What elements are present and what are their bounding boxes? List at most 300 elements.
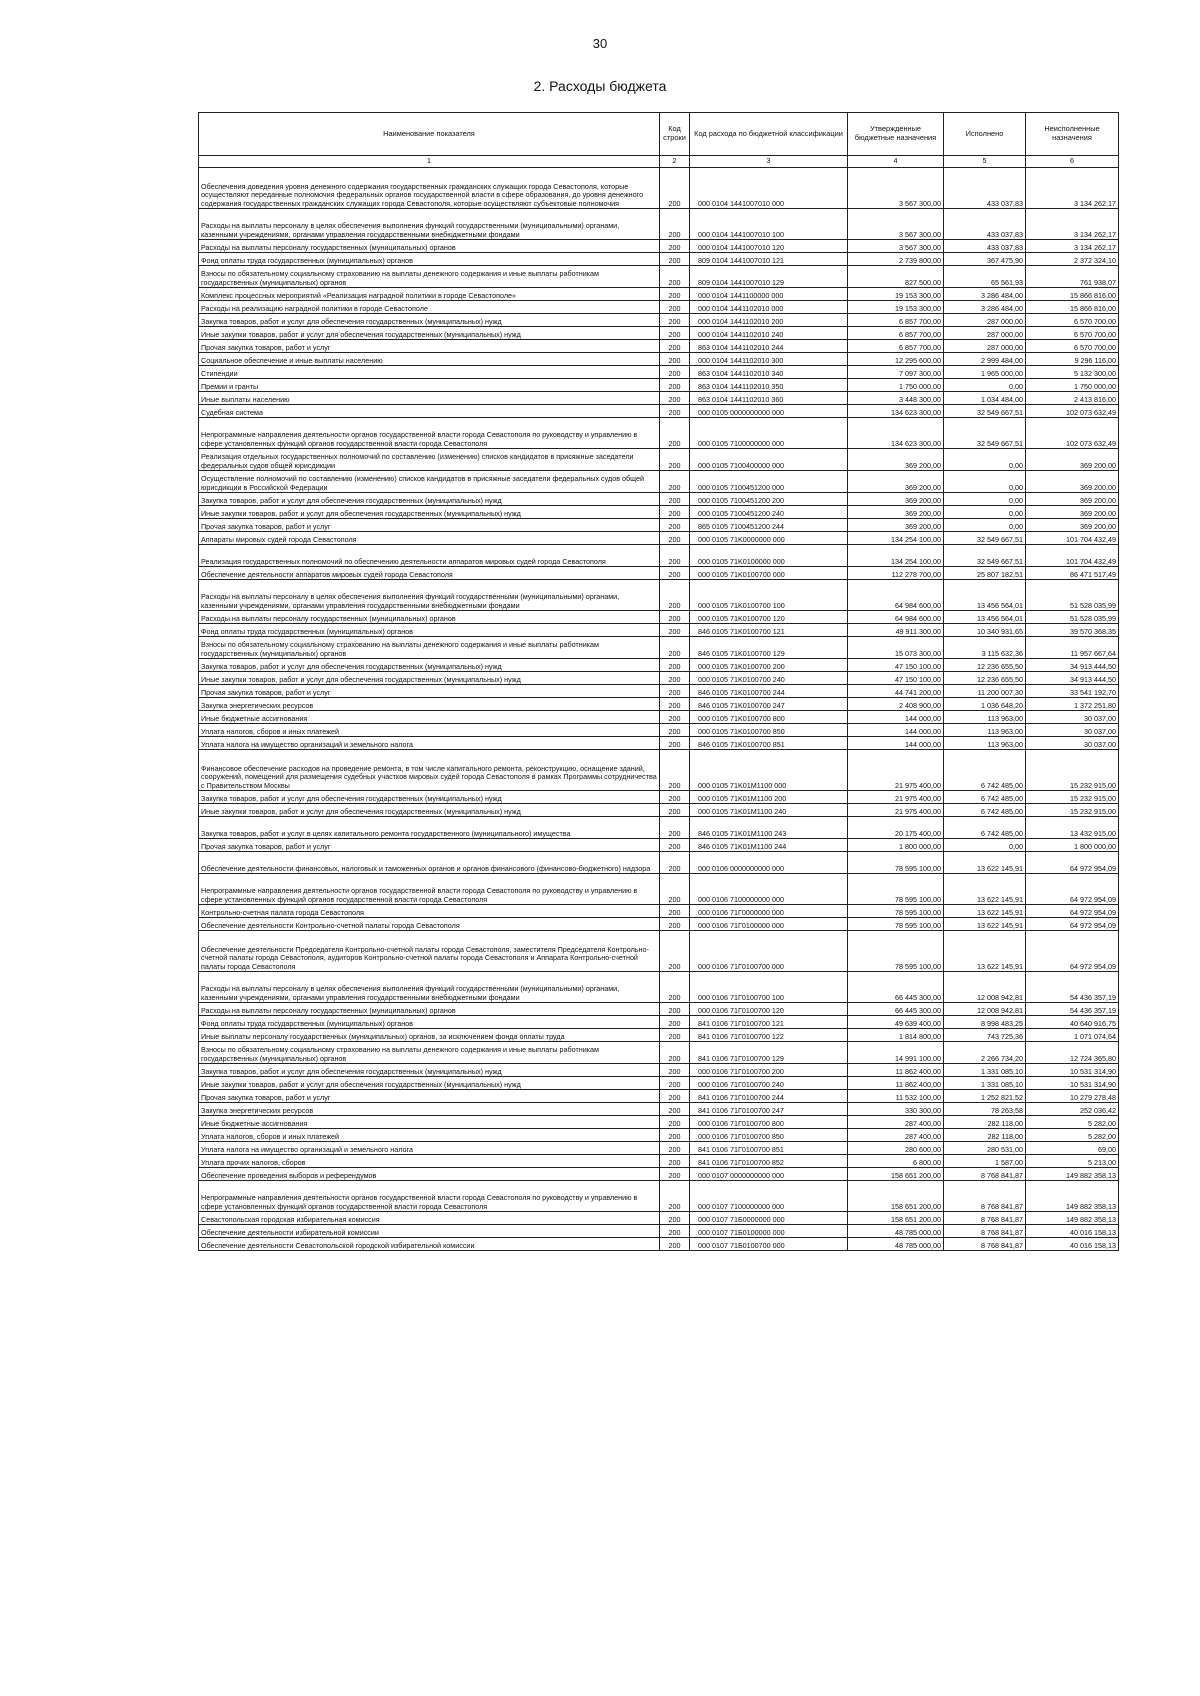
table-row [199, 852, 1119, 874]
table-row [199, 1064, 1119, 1077]
cell-indicator-name: Уплата налогов, сборов и иных платежей [199, 724, 660, 737]
cell-classification-code: 000 0104 1441102010 000 [690, 301, 848, 314]
cell-line-code: 200 [660, 405, 690, 418]
cell-approved: 287 400,00 [848, 1129, 944, 1142]
column-number: 5 [944, 156, 1026, 168]
table-body [199, 168, 1119, 1251]
header-line-code: Код строки [660, 113, 690, 156]
cell-unexecuted: 34 913 444,50 [1026, 672, 1119, 685]
cell-approved: 64 984 600,00 [848, 580, 944, 611]
table-row [199, 839, 1119, 852]
cell-classification-code: 809 0104 1441007010 121 [690, 253, 848, 266]
table-row [199, 209, 1119, 240]
cell-unexecuted: 1 372 251,80 [1026, 698, 1119, 711]
cell-unexecuted: 34 913 444,50 [1026, 659, 1119, 672]
cell-classification-code: 000 0107 0000000000 000 [690, 1168, 848, 1181]
table-row [199, 1042, 1119, 1064]
table-row [199, 1077, 1119, 1090]
cell-line-code: 200 [660, 874, 690, 905]
cell-unexecuted: 2 372 324,10 [1026, 253, 1119, 266]
cell-executed: 6 742 485,00 [944, 750, 1026, 791]
cell-line-code: 200 [660, 817, 690, 839]
cell-indicator-name: Расходы на реализацию наградной политики в городе Севастополе [199, 301, 660, 314]
cell-executed: 6 742 485,00 [944, 817, 1026, 839]
column-number: 2 [660, 156, 690, 168]
cell-indicator-name: Закупка товаров, работ и услуг для обеспечения государственных (муниципальных) нужд [199, 791, 660, 804]
cell-executed: 433 037,83 [944, 209, 1026, 240]
cell-line-code: 200 [660, 519, 690, 532]
cell-indicator-name: Закупка энергетических ресурсов [199, 698, 660, 711]
cell-approved: 49 639 400,00 [848, 1016, 944, 1029]
cell-line-code: 200 [660, 314, 690, 327]
cell-indicator-name: Прочая закупка товаров, работ и услуг [199, 685, 660, 698]
cell-classification-code: 000 0105 71K0100700 120 [690, 611, 848, 624]
cell-approved: 78 595 100,00 [848, 918, 944, 931]
cell-line-code: 200 [660, 724, 690, 737]
cell-classification-code: 000 0106 71Г0100700 850 [690, 1129, 848, 1142]
cell-unexecuted: 86 471 517,49 [1026, 567, 1119, 580]
cell-line-code: 200 [660, 737, 690, 750]
cell-unexecuted: 64 972 954,09 [1026, 931, 1119, 972]
cell-classification-code: 000 0105 71K0100000 000 [690, 545, 848, 567]
cell-indicator-name: Обеспечение деятельности финансовых, налоговых и таможенных органов и органов финансового (финансово-бюджетного) надзора [199, 852, 660, 874]
cell-approved: 11 862 400,00 [848, 1077, 944, 1090]
cell-executed: 113 963,00 [944, 711, 1026, 724]
cell-line-code: 200 [660, 685, 690, 698]
cell-unexecuted: 64 972 954,09 [1026, 874, 1119, 905]
column-number: 3 [690, 156, 848, 168]
cell-indicator-name: Обеспечение деятельности избирательной комиссии [199, 1225, 660, 1238]
cell-line-code: 200 [660, 905, 690, 918]
cell-line-code: 200 [660, 791, 690, 804]
cell-unexecuted: 102 073 632,49 [1026, 405, 1119, 418]
cell-classification-code: 000 0107 71Б0000000 000 [690, 1212, 848, 1225]
cell-classification-code: 000 0105 71K0100700 240 [690, 672, 848, 685]
cell-approved: 330 300,00 [848, 1103, 944, 1116]
cell-executed: 13 622 145,91 [944, 874, 1026, 905]
cell-classification-code: 000 0104 1441100000 000 [690, 288, 848, 301]
cell-classification-code: 000 0107 71Б0100000 000 [690, 1225, 848, 1238]
cell-executed: 3 115 632,36 [944, 637, 1026, 659]
cell-line-code: 200 [660, 580, 690, 611]
cell-unexecuted: 64 972 954,09 [1026, 852, 1119, 874]
cell-approved: 3 567 300,00 [848, 209, 944, 240]
cell-indicator-name: Взносы по обязательному социальному страхованию на выплаты денежного содержания и иные выплаты работникам государственных (муниципальных) органов [199, 1042, 660, 1064]
cell-executed: 287 000,00 [944, 314, 1026, 327]
table-row [199, 637, 1119, 659]
cell-unexecuted: 101 704 432,49 [1026, 532, 1119, 545]
cell-approved: 3 567 300,00 [848, 168, 944, 209]
table-row [199, 685, 1119, 698]
cell-executed: 8 768 841,87 [944, 1238, 1026, 1251]
cell-unexecuted: 9 296 116,00 [1026, 353, 1119, 366]
cell-line-code: 200 [660, 672, 690, 685]
cell-executed: 0,00 [944, 506, 1026, 519]
cell-indicator-name: Финансовое обеспечение расходов на проведение ремонта, в том числе капитального ремонта, реконструкцию, оснащение зданий, сооружений, помещений для размещения судебных участков мировых судей города Севастополя в рамках Программы сотрудничества с Правительством Москвы [199, 750, 660, 791]
cell-unexecuted: 10 279 278,48 [1026, 1090, 1119, 1103]
cell-indicator-name: Реализация государственных полномочий по обеспечению деятельности аппаратов мировых судей города Севастополя [199, 545, 660, 567]
cell-indicator-name: Комплекс процессных мероприятий «Реализация наградной политики в городе Севастополе» [199, 288, 660, 301]
cell-indicator-name: Взносы по обязательному социальному страхованию на выплаты денежного содержания и иные выплаты работникам государственных (муниципальных) органов [199, 637, 660, 659]
cell-line-code: 200 [660, 168, 690, 209]
table-row [199, 1155, 1119, 1168]
cell-approved: 47 150 100,00 [848, 672, 944, 685]
cell-approved: 66 445 300,00 [848, 1003, 944, 1016]
cell-approved: 369 200,00 [848, 506, 944, 519]
header-executed: Исполнено [944, 113, 1026, 156]
cell-approved: 6 800,00 [848, 1155, 944, 1168]
cell-unexecuted: 13 432 915,00 [1026, 817, 1119, 839]
table-row [199, 288, 1119, 301]
cell-indicator-name: Уплата налога на имущество организаций и земельного налога [199, 1142, 660, 1155]
cell-unexecuted: 39 570 368,35 [1026, 624, 1119, 637]
cell-classification-code: 000 0107 71Б0100700 000 [690, 1238, 848, 1251]
cell-unexecuted: 10 531 314,90 [1026, 1077, 1119, 1090]
cell-unexecuted: 15 232 915,00 [1026, 791, 1119, 804]
cell-executed: 32 549 667,51 [944, 418, 1026, 449]
cell-executed: 743 725,36 [944, 1029, 1026, 1042]
cell-indicator-name: Закупка товаров, работ и услуг для обеспечения государственных (муниципальных) нужд [199, 314, 660, 327]
table-row [199, 314, 1119, 327]
table-row [199, 1090, 1119, 1103]
cell-approved: 12 295 600,00 [848, 353, 944, 366]
cell-line-code: 200 [660, 266, 690, 288]
cell-indicator-name: Расходы на выплаты персоналу государственных (муниципальных) органов [199, 611, 660, 624]
table-row [199, 1225, 1119, 1238]
cell-approved: 144 000,00 [848, 711, 944, 724]
cell-executed: 8 768 841,87 [944, 1225, 1026, 1238]
cell-indicator-name: Обеспечение проведения выборов и референдумов [199, 1168, 660, 1181]
table-row [199, 405, 1119, 418]
cell-approved: 64 984 600,00 [848, 611, 944, 624]
cell-unexecuted: 102 073 632,49 [1026, 418, 1119, 449]
cell-indicator-name: Прочая закупка товаров, работ и услуг [199, 1090, 660, 1103]
cell-indicator-name: Фонд оплаты труда государственных (муниципальных) органов [199, 253, 660, 266]
cell-classification-code: 841 0106 71Г0100700 121 [690, 1016, 848, 1029]
table-row [199, 1029, 1119, 1042]
header-approved: Утвержденные бюджетные назначения [848, 113, 944, 156]
cell-executed: 13 622 145,91 [944, 931, 1026, 972]
table-row [199, 379, 1119, 392]
cell-indicator-name: Севастопольская городская избирательная комиссия [199, 1212, 660, 1225]
cell-classification-code: 000 0107 7100000000 000 [690, 1181, 848, 1212]
cell-executed: 3 286 484,00 [944, 288, 1026, 301]
cell-line-code: 200 [660, 711, 690, 724]
cell-executed: 13 622 145,91 [944, 905, 1026, 918]
cell-line-code: 200 [660, 288, 690, 301]
cell-executed: 32 549 667,51 [944, 532, 1026, 545]
cell-approved: 21 975 400,00 [848, 791, 944, 804]
cell-approved: 6 857 700,00 [848, 340, 944, 353]
cell-classification-code: 809 0104 1441007010 129 [690, 266, 848, 288]
cell-executed: 12 008 942,81 [944, 972, 1026, 1003]
cell-indicator-name: Социальное обеспечение и иные выплаты населению [199, 353, 660, 366]
cell-line-code: 200 [660, 852, 690, 874]
cell-executed: 0,00 [944, 471, 1026, 493]
table-row [199, 624, 1119, 637]
cell-executed: 10 340 931,65 [944, 624, 1026, 637]
cell-line-code: 200 [660, 1155, 690, 1168]
cell-indicator-name: Непрограммные направления деятельности органов государственной власти города Севастополя по руководству и управлению в сфере установленных функций органов государственной власти города Севастополя [199, 874, 660, 905]
cell-classification-code: 000 0106 71Г0100700 000 [690, 931, 848, 972]
page-number: 30 [592, 36, 608, 51]
cell-indicator-name: Иные закупки товаров, работ и услуг для обеспечения государственных (муниципальных) нужд [199, 804, 660, 817]
cell-indicator-name: Обеспечение деятельности Севастопольской городской избирательной комиссии [199, 1238, 660, 1251]
cell-approved: 134 623 300,00 [848, 405, 944, 418]
cell-approved: 7 097 300,00 [848, 366, 944, 379]
cell-classification-code: 000 0106 71Г0100000 000 [690, 918, 848, 931]
cell-classification-code: 000 0106 71Г0100700 800 [690, 1116, 848, 1129]
cell-line-code: 200 [660, 301, 690, 314]
cell-line-code: 200 [660, 506, 690, 519]
cell-unexecuted: 54 436 357,19 [1026, 972, 1119, 1003]
cell-line-code: 200 [660, 804, 690, 817]
cell-unexecuted: 369 200,00 [1026, 471, 1119, 493]
cell-classification-code: 000 0105 71K0100700 800 [690, 711, 848, 724]
cell-approved: 21 975 400,00 [848, 750, 944, 791]
cell-indicator-name: Иные выплаты персоналу государственных (муниципальных) органов, за исключением фонда оплаты труда [199, 1029, 660, 1042]
cell-line-code: 200 [660, 624, 690, 637]
cell-approved: 369 200,00 [848, 449, 944, 471]
cell-indicator-name: Аппараты мировых судей города Севастополя [199, 532, 660, 545]
cell-indicator-name: Премии и гранты [199, 379, 660, 392]
cell-line-code: 200 [660, 449, 690, 471]
cell-line-code: 200 [660, 1103, 690, 1116]
cell-indicator-name: Закупка товаров, работ и услуг для обеспечения государственных (муниципальных) нужд [199, 659, 660, 672]
cell-indicator-name: Осуществление полномочий по составлению (изменению) списков кандидатов в присяжные заседатели федеральных судов общей юрисдикции в Российской Федерации [199, 471, 660, 493]
cell-approved: 134 254 100,00 [848, 545, 944, 567]
cell-approved: 15 073 300,00 [848, 637, 944, 659]
cell-executed: 0,00 [944, 379, 1026, 392]
cell-executed: 113 963,00 [944, 724, 1026, 737]
table-row [199, 567, 1119, 580]
cell-indicator-name: Реализация отдельных государственных полномочий по составлению (изменению) списков кандидатов в присяжные заседатели федеральных судов общей юрисдикции [199, 449, 660, 471]
cell-unexecuted: 3 134 262,17 [1026, 240, 1119, 253]
cell-indicator-name: Контрольно-счетная палата города Севастополя [199, 905, 660, 918]
cell-classification-code: 000 0105 71K0100700 850 [690, 724, 848, 737]
cell-unexecuted: 15 866 816,00 [1026, 301, 1119, 314]
cell-classification-code: 841 0106 71Г0100700 129 [690, 1042, 848, 1064]
cell-approved: 47 150 100,00 [848, 659, 944, 672]
cell-executed: 12 236 655,50 [944, 659, 1026, 672]
cell-approved: 287 400,00 [848, 1116, 944, 1129]
cell-executed: 32 549 667,51 [944, 405, 1026, 418]
cell-line-code: 200 [660, 1116, 690, 1129]
cell-approved: 78 595 100,00 [848, 931, 944, 972]
cell-approved: 6 857 700,00 [848, 314, 944, 327]
cell-executed: 1 036 648,20 [944, 698, 1026, 711]
header-classification-code: Код расхода по бюджетной классификации [690, 113, 848, 156]
cell-unexecuted: 40 016 158,13 [1026, 1238, 1119, 1251]
cell-classification-code: 846 0105 71K0100700 129 [690, 637, 848, 659]
cell-approved: 1 750 000,00 [848, 379, 944, 392]
cell-approved: 280 600,00 [848, 1142, 944, 1155]
cell-indicator-name: Закупка товаров, работ и услуг для обеспечения государственных (муниципальных) нужд [199, 493, 660, 506]
cell-approved: 369 200,00 [848, 519, 944, 532]
cell-executed: 1 331 085,10 [944, 1077, 1026, 1090]
table-row [199, 340, 1119, 353]
cell-unexecuted: 761 938,07 [1026, 266, 1119, 288]
table-row [199, 711, 1119, 724]
table-row [199, 874, 1119, 905]
cell-executed: 433 037,83 [944, 240, 1026, 253]
cell-executed: 0,00 [944, 449, 1026, 471]
cell-classification-code: 000 0104 1441102010 240 [690, 327, 848, 340]
cell-line-code: 200 [660, 1142, 690, 1155]
cell-line-code: 200 [660, 1129, 690, 1142]
table-row [199, 804, 1119, 817]
cell-unexecuted: 64 972 954,09 [1026, 918, 1119, 931]
cell-classification-code: 846 0105 71K0100700 121 [690, 624, 848, 637]
header-indicator-name: Наименование показателя [199, 113, 660, 156]
cell-line-code: 200 [660, 1238, 690, 1251]
table-row [199, 1103, 1119, 1116]
cell-indicator-name: Иные закупки товаров, работ и услуг для обеспечения государственных (муниципальных) нужд [199, 672, 660, 685]
cell-unexecuted: 40 016 158,13 [1026, 1225, 1119, 1238]
cell-classification-code: 000 0106 71Г0100700 120 [690, 1003, 848, 1016]
table-row [199, 972, 1119, 1003]
cell-approved: 49 911 300,00 [848, 624, 944, 637]
cell-unexecuted: 149 882 358,13 [1026, 1181, 1119, 1212]
cell-executed: 433 037,83 [944, 168, 1026, 209]
table-row [199, 240, 1119, 253]
cell-indicator-name: Судебная система [199, 405, 660, 418]
cell-unexecuted: 30 037,00 [1026, 724, 1119, 737]
cell-classification-code: 841 0106 71Г0100700 851 [690, 1142, 848, 1155]
cell-executed: 12 008 942,81 [944, 1003, 1026, 1016]
table-row [199, 611, 1119, 624]
cell-approved: 3 448 300,00 [848, 392, 944, 405]
cell-line-code: 200 [660, 418, 690, 449]
cell-executed: 113 963,00 [944, 737, 1026, 750]
cell-unexecuted: 30 037,00 [1026, 737, 1119, 750]
cell-approved: 66 445 300,00 [848, 972, 944, 1003]
cell-approved: 158 651 200,00 [848, 1212, 944, 1225]
cell-executed: 1 587,00 [944, 1155, 1026, 1168]
table-row [199, 327, 1119, 340]
table-row [199, 1238, 1119, 1251]
table-row [199, 1003, 1119, 1016]
cell-unexecuted: 12 724 365,80 [1026, 1042, 1119, 1064]
cell-indicator-name: Уплата налога на имущество организаций и земельного налога [199, 737, 660, 750]
cell-executed: 78 263,58 [944, 1103, 1026, 1116]
cell-executed: 2 999 484,00 [944, 353, 1026, 366]
cell-unexecuted: 1 800 000,00 [1026, 839, 1119, 852]
table-row [199, 493, 1119, 506]
cell-unexecuted: 2 413 816,00 [1026, 392, 1119, 405]
cell-indicator-name: Расходы на выплаты персоналу в целях обеспечения выполнения функций государственными (муниципальными) органами, казенными учреждениями, органами управления государственными внебюджетными фондами [199, 209, 660, 240]
cell-executed: 12 236 655,50 [944, 672, 1026, 685]
cell-indicator-name: Иные бюджетные ассигнования [199, 1116, 660, 1129]
cell-unexecuted: 5 282,00 [1026, 1129, 1119, 1142]
cell-executed: 1 252 821,52 [944, 1090, 1026, 1103]
cell-approved: 369 200,00 [848, 471, 944, 493]
cell-unexecuted: 149 882 358,13 [1026, 1168, 1119, 1181]
cell-line-code: 200 [660, 340, 690, 353]
cell-unexecuted: 54 436 357,19 [1026, 1003, 1119, 1016]
cell-line-code: 200 [660, 471, 690, 493]
cell-executed: 13 622 145,91 [944, 852, 1026, 874]
cell-indicator-name: Уплата налогов, сборов и иных платежей [199, 1129, 660, 1142]
table-row [199, 301, 1119, 314]
cell-approved: 78 595 100,00 [848, 905, 944, 918]
cell-classification-code: 846 0105 71K0100700 851 [690, 737, 848, 750]
cell-line-code: 200 [660, 240, 690, 253]
cell-indicator-name: Закупка товаров, работ и услуг в целях капитального ремонта государственного (муниципального) имущества [199, 817, 660, 839]
cell-indicator-name: Обеспечение деятельности аппаратов мировых судей города Севастополя [199, 567, 660, 580]
cell-approved: 2 739 800,00 [848, 253, 944, 266]
cell-executed: 32 549 667,51 [944, 545, 1026, 567]
cell-executed: 8 998 483,25 [944, 1016, 1026, 1029]
cell-classification-code: 000 0105 71K01M1100 000 [690, 750, 848, 791]
cell-executed: 1 034 484,00 [944, 392, 1026, 405]
table-row [199, 750, 1119, 791]
table-row [199, 1016, 1119, 1029]
cell-executed: 0,00 [944, 839, 1026, 852]
cell-classification-code: 000 0106 71Г0100700 240 [690, 1077, 848, 1090]
cell-indicator-name: Прочая закупка товаров, работ и услуг [199, 839, 660, 852]
cell-executed: 6 742 485,00 [944, 804, 1026, 817]
cell-approved: 21 975 400,00 [848, 804, 944, 817]
cell-classification-code: 841 0106 71Г0100700 244 [690, 1090, 848, 1103]
cell-classification-code: 841 0106 71Г0100700 247 [690, 1103, 848, 1116]
cell-unexecuted: 64 972 954,09 [1026, 905, 1119, 918]
cell-approved: 1 814 800,00 [848, 1029, 944, 1042]
cell-approved: 2 408 900,00 [848, 698, 944, 711]
cell-indicator-name: Расходы на выплаты персоналу государственных (муниципальных) органов [199, 240, 660, 253]
cell-executed: 13 456 564,01 [944, 580, 1026, 611]
cell-executed: 6 742 485,00 [944, 791, 1026, 804]
cell-unexecuted: 10 531 314,90 [1026, 1064, 1119, 1077]
cell-indicator-name: Иные закупки товаров, работ и услуг для обеспечения государственных (муниципальных) нужд [199, 1077, 660, 1090]
cell-executed: 287 000,00 [944, 340, 1026, 353]
cell-approved: 11 862 400,00 [848, 1064, 944, 1077]
cell-indicator-name: Прочая закупка товаров, работ и услуг [199, 519, 660, 532]
cell-classification-code: 846 0105 71K01M1100 243 [690, 817, 848, 839]
cell-indicator-name: Иные закупки товаров, работ и услуг для обеспечения государственных (муниципальных) нужд [199, 506, 660, 519]
cell-unexecuted: 15 232 915,00 [1026, 750, 1119, 791]
cell-classification-code: 846 0105 71K01M1100 244 [690, 839, 848, 852]
cell-unexecuted: 6 570 700,00 [1026, 340, 1119, 353]
cell-executed: 1 965 000,00 [944, 366, 1026, 379]
cell-unexecuted: 5 213,00 [1026, 1155, 1119, 1168]
cell-classification-code: 846 0105 71K0100700 244 [690, 685, 848, 698]
cell-executed: 65 561,93 [944, 266, 1026, 288]
cell-classification-code: 000 0105 71K0100700 200 [690, 659, 848, 672]
cell-unexecuted: 69,00 [1026, 1142, 1119, 1155]
cell-approved: 48 785 000,00 [848, 1225, 944, 1238]
cell-line-code: 200 [660, 392, 690, 405]
table-row [199, 449, 1119, 471]
cell-executed: 3 286 484,00 [944, 301, 1026, 314]
cell-approved: 144 000,00 [848, 724, 944, 737]
cell-approved: 112 278 700,00 [848, 567, 944, 580]
cell-executed: 282 118,00 [944, 1116, 1026, 1129]
cell-classification-code: 000 0105 7100451200 000 [690, 471, 848, 493]
table-row [199, 1116, 1119, 1129]
cell-unexecuted: 6 570 700,00 [1026, 314, 1119, 327]
cell-executed: 13 622 145,91 [944, 918, 1026, 931]
table-row [199, 532, 1119, 545]
table-row [199, 1142, 1119, 1155]
cell-line-code: 200 [660, 931, 690, 972]
table-row [199, 1212, 1119, 1225]
cell-classification-code: 000 0105 71K0100700 000 [690, 567, 848, 580]
cell-approved: 20 175 400,00 [848, 817, 944, 839]
cell-approved: 1 800 000,00 [848, 839, 944, 852]
cell-classification-code: 000 0105 71K0100700 100 [690, 580, 848, 611]
cell-line-code: 200 [660, 1225, 690, 1238]
